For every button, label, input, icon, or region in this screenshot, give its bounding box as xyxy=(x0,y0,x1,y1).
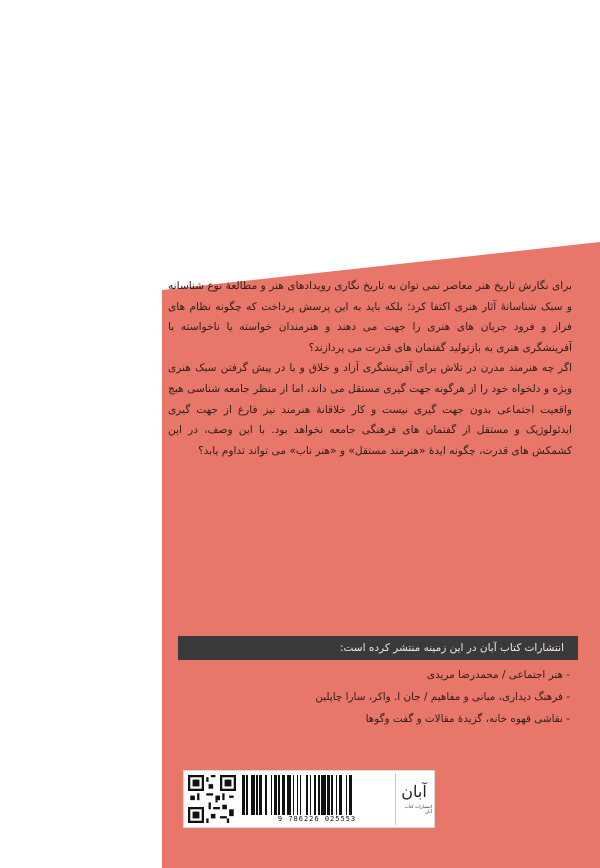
blurb-text xyxy=(168,276,572,461)
logo-mark: آبان xyxy=(401,782,427,801)
list-item: - فرهنگ دیداری، مبانی و مفاهیم / جان ا. واکر، سارا چاپلین xyxy=(178,686,570,708)
barcode-icon xyxy=(242,775,392,815)
barcode-panel xyxy=(183,770,435,828)
publisher-banner: انتشارات کتاب آبان در این زمینه منتشر کرده است: xyxy=(178,636,578,660)
list-item: - نقاشی قهوه خانه، گزیدهٔ مقالات و گفت وگوها xyxy=(178,708,570,730)
barcode-bar xyxy=(352,775,353,815)
logo-subtitle: انتشارات کتاب آبان xyxy=(404,805,432,815)
related-books-list xyxy=(178,664,570,730)
list-item: - هنر اجتماعی / محمدرضا مریدی xyxy=(178,664,570,686)
isbn-digits: 9 786226 025553 xyxy=(277,815,357,823)
blurb-paragraph-2: اگر چه هنرمند مدرن در تلاش برای آفرینشگری آزاد و خلاق و با در پیش گرفتن سبک هنری ویژه و دلخواه خود را از هرگونه جهت گیری مستقل می داند، اما از منظر جامعه شناسی هیچ واقعیت اجتماعی بدون جهت گیری نیست و کار خلاقانهٔ هنرمند نیز فارغ از جهت گیری ایدئولوژیک و مستقل از گفتمان های فرهنگی جامعه نخواهد بود. با این وصف، در این کشمکش های قدرت، چگونه ایدهٔ «هنرمند مستقل» و «هنر ناب» می تواند تداوم یابد؟ xyxy=(168,362,572,457)
publisher-logo xyxy=(395,773,432,825)
qr-code-icon xyxy=(188,775,236,823)
blurb-paragraph-1: برای نگارش تاریخ هنر معاصر نمی توان به تاریخ نگاری رویدادهای هنر و مطالعهٔ نوع شناسانه و سبک شناسانهٔ آثار هنری اکتفا کرد؛ بلکه باید به این پرسش پرداخت که چگونه نظام های فراز و فرود جریان های هنری را جهت می دهند و هنرمندان خواسته یا ناخواسته با آفرینشگری هنری به بازتولید گفتمان های قدرت می پردازند؟ xyxy=(168,280,572,354)
